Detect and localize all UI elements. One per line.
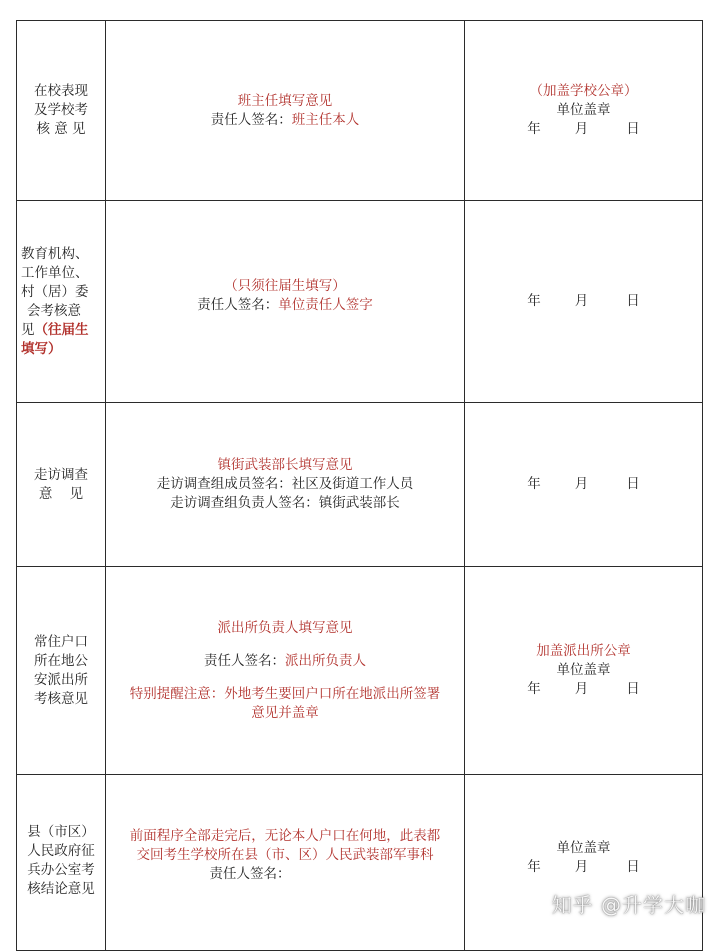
- special-reminder: 特别提醒注意：外地考生要回户口所在地派出所签署: [129, 685, 441, 702]
- date-line: [465, 120, 702, 139]
- form-row-school-performance: [17, 21, 703, 201]
- signature-label: 责任人签名：: [197, 296, 279, 313]
- instruction-text: 前面程序全部走完后，无论本人户口在何地，此表都: [129, 828, 441, 844]
- opinion-cell[interactable]: [106, 21, 465, 201]
- year-label: 年: [527, 476, 541, 492]
- label-line: [21, 321, 105, 340]
- signature-hint: 派出所负责人: [285, 652, 366, 669]
- label-line: 意 见: [38, 485, 84, 502]
- leader-signature-line: 走访调查组负责人签名：镇街武装部长: [170, 495, 400, 511]
- form-row-institution-review: [17, 201, 703, 403]
- form-row-conscription-office: [17, 775, 703, 951]
- signature-label: 责任人签名：: [209, 866, 291, 882]
- date-line: [465, 292, 702, 311]
- seal-cell[interactable]: [465, 775, 703, 951]
- date-line: [465, 680, 702, 699]
- seal-hint: 加盖派出所公章: [536, 643, 631, 659]
- label-line: 走访调查: [34, 466, 88, 483]
- month-label: 月: [574, 293, 589, 309]
- seal-label: 单位盖章: [556, 102, 611, 118]
- seal-label: 单位盖章: [556, 662, 611, 678]
- date-line: [465, 475, 702, 494]
- signature-line: [106, 296, 464, 315]
- month-label: 月: [574, 859, 589, 875]
- label-line: 核 意 见: [36, 121, 86, 137]
- special-reminder-cont: 意见并盖章: [251, 704, 319, 721]
- day-label: 日: [626, 859, 640, 875]
- year-label: 年: [527, 859, 541, 875]
- year-label: 年: [527, 121, 541, 137]
- seal-cell[interactable]: [465, 201, 703, 403]
- label-line: 会考核意: [27, 302, 81, 319]
- row-label: [17, 21, 106, 201]
- signature-line: [106, 111, 464, 130]
- label-line: 县（市区）: [27, 824, 95, 840]
- label-line: 在校表现: [34, 83, 88, 99]
- instruction-text-cont: 交回考生学校所在县（市、区）人民武装部军事科: [136, 847, 434, 863]
- month-label: 月: [574, 681, 589, 697]
- label-text: 见: [21, 321, 35, 338]
- month-label: 月: [574, 476, 589, 492]
- instruction-text: 班主任填写意见: [237, 92, 333, 109]
- label-line: 教育机构、: [21, 245, 89, 262]
- label-line: 兵办公室考: [27, 862, 95, 878]
- signature-label: 责任人签名：: [204, 652, 285, 669]
- instruction-text: 镇街武装部长填写意见: [217, 457, 353, 473]
- seal-hint: （加盖学校公章）: [529, 83, 638, 99]
- instruction-text: （只须往届生填写）: [224, 277, 346, 294]
- label-line: 考核意见: [34, 690, 88, 707]
- seal-cell[interactable]: [465, 567, 703, 775]
- seal-cell[interactable]: [465, 403, 703, 567]
- date-line: [465, 858, 702, 877]
- day-label: 日: [626, 681, 640, 697]
- row-label: [17, 775, 106, 951]
- instruction-text: 派出所负责人填写意见: [217, 619, 353, 636]
- label-red-note: （往届生: [34, 321, 89, 338]
- label-line: 常住户口: [34, 633, 88, 650]
- seal-cell[interactable]: [465, 21, 703, 201]
- day-label: 日: [626, 293, 640, 309]
- row-label: [17, 567, 106, 775]
- opinion-cell[interactable]: [106, 403, 465, 567]
- review-form-table: [16, 20, 703, 951]
- label-line: 核结论意见: [27, 881, 95, 897]
- signature-label: 责任人签名：: [210, 111, 292, 128]
- year-label: 年: [527, 293, 541, 309]
- day-label: 日: [626, 121, 640, 137]
- seal-label: 单位盖章: [556, 840, 611, 856]
- label-line: 所在地公: [34, 652, 88, 669]
- row-label: [17, 201, 106, 403]
- label-line: 及学校考: [34, 102, 88, 118]
- watermark: 知乎 @升学大咖: [551, 893, 706, 917]
- opinion-cell[interactable]: [106, 201, 465, 403]
- signature-line: [106, 652, 464, 671]
- opinion-cell[interactable]: [106, 775, 465, 951]
- label-line: 安派出所: [34, 671, 88, 688]
- opinion-cell[interactable]: [106, 567, 465, 775]
- row-label: [17, 403, 106, 567]
- day-label: 日: [626, 476, 640, 492]
- year-label: 年: [527, 681, 541, 697]
- signature-hint: 单位责任人签字: [278, 296, 373, 313]
- label-line: 工作单位、: [21, 264, 89, 281]
- label-line: 村（居）委: [21, 283, 89, 300]
- month-label: 月: [574, 121, 589, 137]
- label-line: 人民政府征: [27, 843, 95, 859]
- label-red-note: 填写）: [21, 340, 62, 357]
- signature-hint: 班主任本人: [291, 111, 360, 128]
- form-row-visit-survey: [17, 403, 703, 567]
- member-signature-line: 走访调查组成员签名：社区及街道工作人员: [156, 476, 414, 492]
- form-row-police-review: [17, 567, 703, 775]
